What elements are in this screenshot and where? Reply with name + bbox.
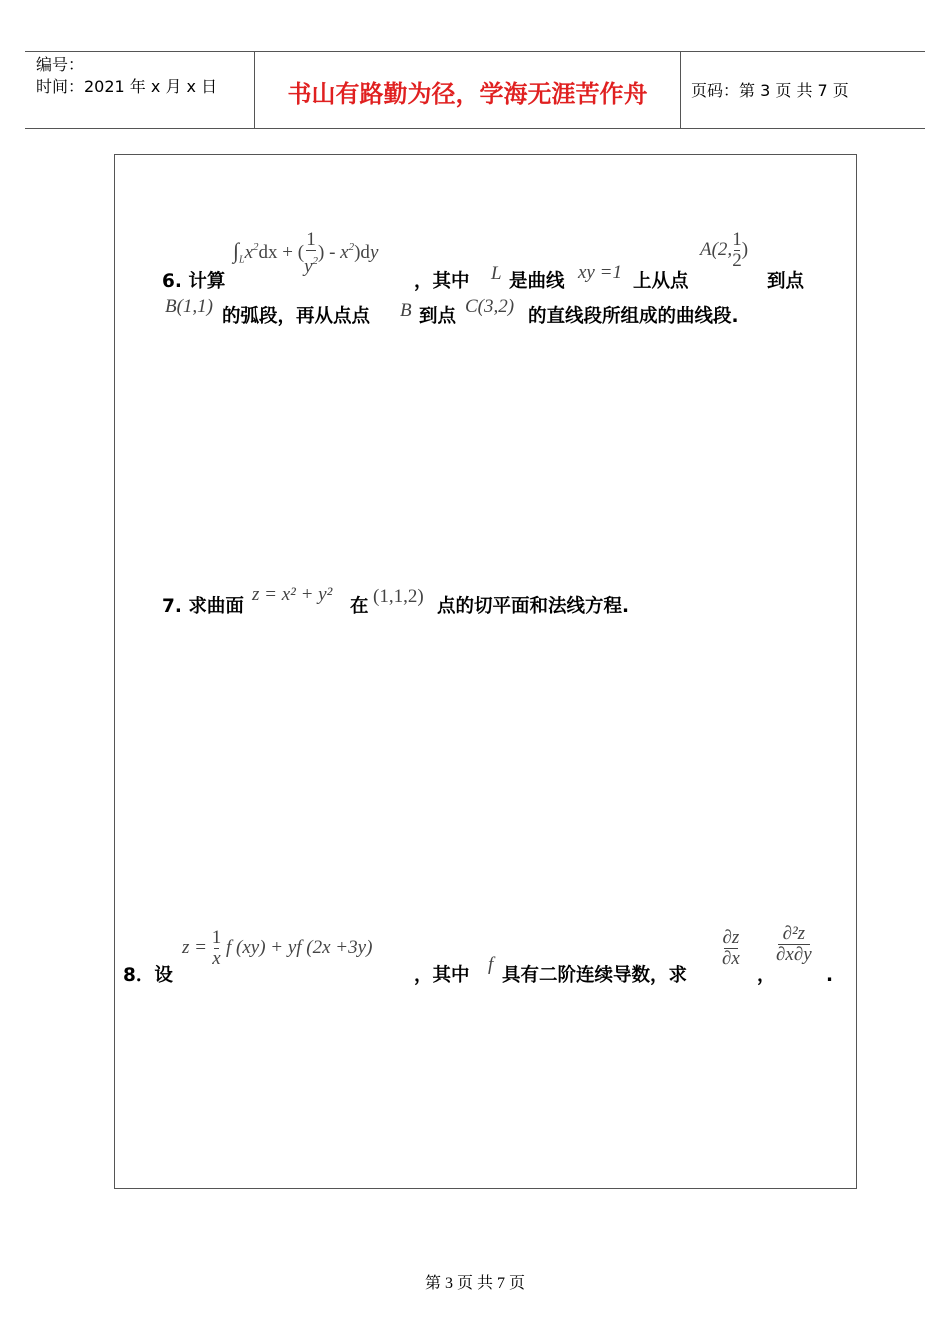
q8-mid1: ，其中 bbox=[414, 965, 470, 986]
q8-deriv2-frac: $\frac{\text{∂²z}}{\partial x\partial y}$ bbox=[776, 923, 812, 965]
q8-deriv2 bbox=[776, 924, 812, 965]
q8-prefix: 8．设 bbox=[123, 965, 173, 986]
q6-pointA-label: A(2, bbox=[700, 238, 733, 260]
q7-suffix: 点的切平面和法线方程. bbox=[437, 596, 630, 617]
q6-x: x bbox=[244, 241, 254, 263]
q8-fraction: $\frac{1}{x}$ bbox=[211, 927, 222, 969]
header-page-label: 页码：第 3 页 共 7 页 bbox=[691, 81, 849, 100]
q6-minus: ) - bbox=[318, 241, 341, 263]
q6-integral-formula: $\int_Lx^2dx$ + ( $\frac{1}{y^2}$ ) - $x^2)dy$ bbox=[233, 229, 379, 277]
header-top-rule bbox=[25, 51, 925, 52]
q6-prefix: 6. 计算 bbox=[162, 271, 226, 292]
q7-point: (1,1,2) bbox=[373, 586, 424, 607]
q7-mid: 在 bbox=[350, 596, 369, 617]
q6-sq: 2 bbox=[253, 240, 259, 253]
q7-prefix: 7. 求曲面 bbox=[162, 596, 244, 617]
q8-deriv1 bbox=[722, 928, 740, 969]
q6-dy: y bbox=[369, 241, 379, 263]
q8-mid2: 具有二阶连续导数，求 bbox=[502, 965, 688, 986]
q8-f: f bbox=[488, 954, 494, 975]
q7-surface: z = x² + y² bbox=[252, 584, 333, 605]
q8-period: . bbox=[826, 965, 834, 986]
q6-mid1: ，其中 bbox=[414, 271, 470, 292]
q6-pointC: C(3,2) bbox=[465, 296, 515, 317]
q6-line2-c: 的直线段所组成的曲线段. bbox=[528, 306, 739, 327]
q6-fraction: $\frac{1}{y^2}$ bbox=[304, 229, 319, 277]
q6-integral-sub: L bbox=[239, 254, 245, 266]
q6-B: B bbox=[400, 300, 412, 321]
q6-pointA-frac: $\frac{1}{2}$ bbox=[732, 229, 742, 271]
q6-frac-den: y bbox=[304, 256, 313, 277]
q8-rest: f (xy) + yf (2x +3y) bbox=[225, 936, 373, 958]
header-divider-2 bbox=[680, 51, 681, 129]
page-footer: 第 3 页 共 7 页 bbox=[424, 1275, 525, 1292]
q6-line2-a: 的弧段，再从点点 bbox=[222, 306, 371, 327]
q6-line2-b: 到点 bbox=[419, 306, 457, 327]
header-motto: 书山有路勤为径，学海无涯苦作舟 bbox=[287, 80, 648, 108]
q8-deriv1-frac: $\frac{\partial z}{\partial x}$ bbox=[722, 927, 740, 969]
q6-L: L bbox=[491, 263, 502, 284]
q8-formula bbox=[182, 928, 372, 969]
header-time-label: 时间：2021 年 x 月 x 日 bbox=[36, 77, 218, 96]
header-number-label: 编号： bbox=[36, 55, 85, 74]
header-bottom-rule bbox=[25, 128, 925, 129]
q6-pointB: B(1,1) bbox=[165, 296, 214, 317]
q6-frac-num: 1 bbox=[306, 229, 316, 250]
q6-pointA: A(2, $\frac{1}{2}$ ) bbox=[700, 229, 749, 271]
q6-dx: dx + ( bbox=[258, 241, 305, 263]
q6-mid3: 上从点 bbox=[633, 271, 689, 292]
q6-close: )d bbox=[354, 241, 370, 263]
q6-curve: xy =1 bbox=[578, 262, 622, 283]
q6-x2: x bbox=[340, 241, 349, 263]
q6-integral-sign: ∫ bbox=[233, 237, 240, 263]
q8-z-eq: z = bbox=[182, 936, 207, 958]
q8-comma: ， bbox=[757, 965, 776, 986]
q6-mid4: 到点 bbox=[767, 271, 805, 292]
q6-mid2: 是曲线 bbox=[509, 271, 565, 292]
